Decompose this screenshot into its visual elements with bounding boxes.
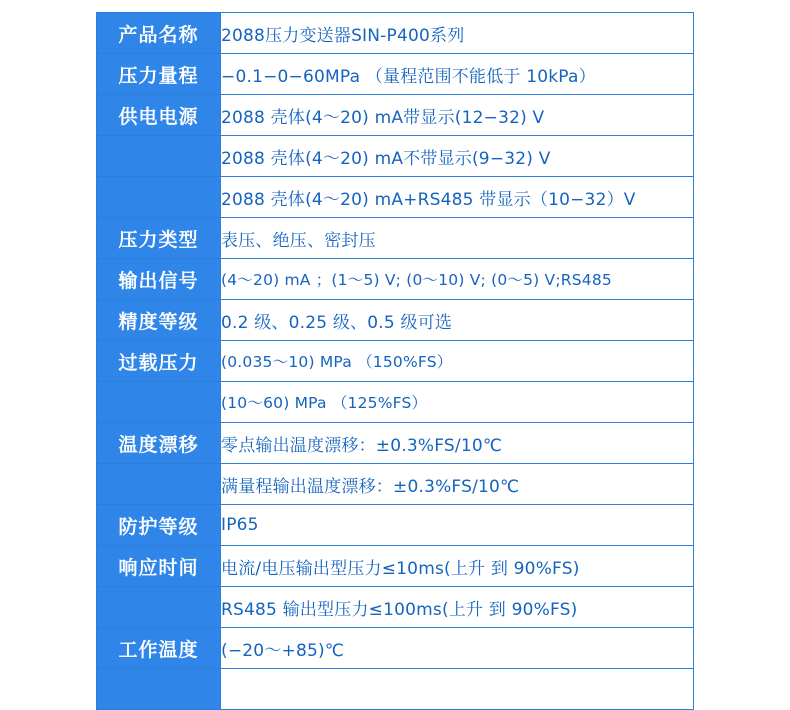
- row-value: (4～20) mA ；(1～5) V; (0～10) V; (0～5) V;RS485: [221, 259, 694, 300]
- row-label: [97, 177, 221, 218]
- row-label: [97, 136, 221, 177]
- table-row: [97, 464, 694, 505]
- table-row: [97, 341, 694, 382]
- row-value: 2088 壳体(4～20) mA带显示(12−32) V: [221, 95, 694, 136]
- table-row: [97, 54, 694, 95]
- row-label: 响应时间: [97, 546, 221, 587]
- row-value: 表压、绝压、密封压: [221, 218, 694, 259]
- row-label: 压力类型: [97, 218, 221, 259]
- row-label: 工作温度: [97, 628, 221, 669]
- table-row: [97, 177, 694, 218]
- row-value: (−20～+85)℃: [221, 628, 694, 669]
- row-label: 产品名称: [97, 13, 221, 54]
- table-row: [97, 95, 694, 136]
- row-label: [97, 587, 221, 628]
- row-value: 零点输出温度漂移：±0.3%FS/10℃: [221, 423, 694, 464]
- row-value: (0.035～10) MPa （150%FS）: [221, 341, 694, 382]
- row-value: (10～60) MPa （125%FS）: [221, 382, 694, 423]
- row-label: [97, 382, 221, 423]
- table-row: [97, 628, 694, 669]
- row-value: 2088 壳体(4～20) mA不带显示(9−32) V: [221, 136, 694, 177]
- row-value: IP65: [221, 505, 694, 546]
- row-value: 电流/电压输出型压力≤10ms(上升 到 90%FS): [221, 546, 694, 587]
- table-row: [97, 669, 694, 710]
- specification-table: [96, 12, 694, 710]
- row-label: 压力量程: [97, 54, 221, 95]
- table-row: [97, 259, 694, 300]
- row-label: 防护等级: [97, 505, 221, 546]
- row-value: RS485 输出型压力≤100ms(上升 到 90%FS): [221, 587, 694, 628]
- row-label: 供电电源: [97, 95, 221, 136]
- table-row: [97, 218, 694, 259]
- row-value: −0.1−0−60MPa （量程范围不能低于 10kPa）: [221, 54, 694, 95]
- row-value: [221, 669, 694, 710]
- row-label: [97, 669, 221, 710]
- table-body: [97, 13, 694, 710]
- row-label: 精度等级: [97, 300, 221, 341]
- row-value: 2088压力变送器SIN-P400系列: [221, 13, 694, 54]
- table-row: [97, 505, 694, 546]
- row-label: 温度漂移: [97, 423, 221, 464]
- table-row: [97, 300, 694, 341]
- table-row: [97, 382, 694, 423]
- table-row: [97, 13, 694, 54]
- row-label: 过载压力: [97, 341, 221, 382]
- table-row: [97, 546, 694, 587]
- row-label: 输出信号: [97, 259, 221, 300]
- table-row: [97, 587, 694, 628]
- table-row: [97, 136, 694, 177]
- row-value: 满量程输出温度漂移：±0.3%FS/10℃: [221, 464, 694, 505]
- row-label: [97, 464, 221, 505]
- table-row: [97, 423, 694, 464]
- row-value: 2088 壳体(4～20) mA+RS485 带显示（10−32）V: [221, 177, 694, 218]
- row-value: 0.2 级、0.25 级、0.5 级可选: [221, 300, 694, 341]
